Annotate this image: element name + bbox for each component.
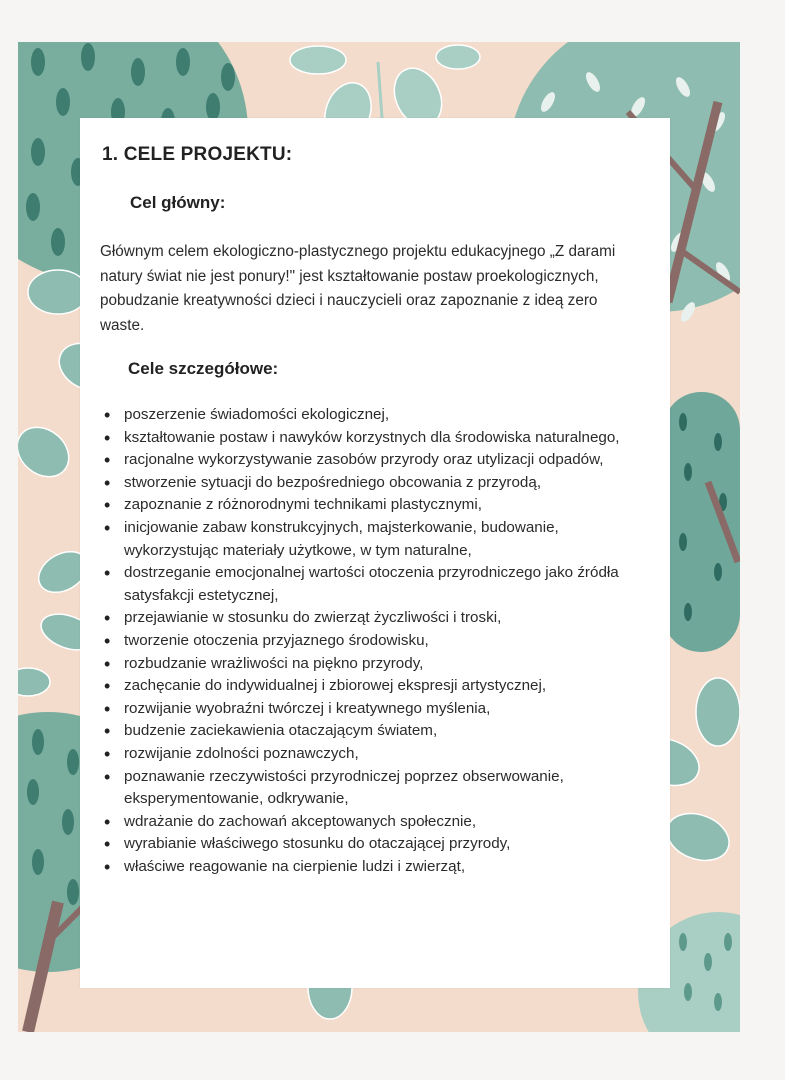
list-item: • stworzenie sytuacji do bezpośredniego obcowania z przyrodą, bbox=[104, 472, 644, 495]
specific-goals-heading: Cele szczegółowe: bbox=[128, 359, 279, 378]
list-item: • kształtowanie postaw i nawyków korzystnych dla środowiska naturalnego, bbox=[104, 427, 644, 450]
section-title: 1. CELE PROJEKTU: bbox=[102, 144, 293, 165]
main-goal-heading: Cel główny: bbox=[130, 193, 226, 212]
list-item: • dostrzeganie emocjonalnej wartości otoczenia przyrodniczego jako źródła satysfakcji estetycznej, bbox=[104, 562, 644, 607]
list-item: • właściwe reagowanie na cierpienie ludzi i zwierząt, bbox=[104, 856, 644, 879]
list-item: • rozwijanie zdolności poznawczych, bbox=[104, 743, 644, 766]
list-item: • inicjowanie zabaw konstrukcyjnych, majsterkowanie, budowanie, wykorzystując materiały użytkowe, w tym naturalne, bbox=[104, 517, 644, 562]
list-item: • poznawanie rzeczywistości przyrodniczej poprzez obserwowanie, eksperymentowanie, odkrywanie, bbox=[104, 766, 644, 811]
list-item: • tworzenie otoczenia przyjaznego środowisku, bbox=[104, 630, 644, 653]
list-item: • wdrażanie do zachowań akceptowanych społecznie, bbox=[104, 811, 644, 834]
list-item: • racjonalne wykorzystywanie zasobów przyrody oraz utylizacji odpadów, bbox=[104, 449, 644, 472]
tree-canopy-right bbox=[663, 392, 740, 652]
list-item: • poszerzenie świadomości ekologicznej, bbox=[104, 404, 644, 427]
main-goal-paragraph: Głównym celem ekologiczno-plastycznego projektu edukacyjnego „Z darami natury świat nie jest ponury!" jest kształtowanie postaw proekologicznych, pobudzanie kreatywności dzieci i nauczycieli oraz zapoznanie z ideą zero waste. bbox=[100, 243, 616, 334]
list-item: • zapoznanie z różnorodnymi technikami plastycznymi, bbox=[104, 494, 644, 517]
list-item: • zachęcanie do indywidualnej i zbiorowej ekspresji artystycznej, bbox=[104, 675, 644, 698]
specific-goals-list bbox=[104, 404, 644, 878]
list-item: • rozwijanie wyobraźni twórczej i kreatywnego myślenia, bbox=[104, 698, 644, 721]
list-item: • przejawianie w stosunku do zwierząt życzliwości i troski, bbox=[104, 607, 644, 630]
list-item: • wyrabianie właściwego stosunku do otaczającej przyrody, bbox=[104, 833, 644, 856]
list-item: • rozbudzanie wrażliwości na piękno przyrody, bbox=[104, 653, 644, 676]
list-item: • budzenie zaciekawienia otaczającym światem, bbox=[104, 720, 644, 743]
